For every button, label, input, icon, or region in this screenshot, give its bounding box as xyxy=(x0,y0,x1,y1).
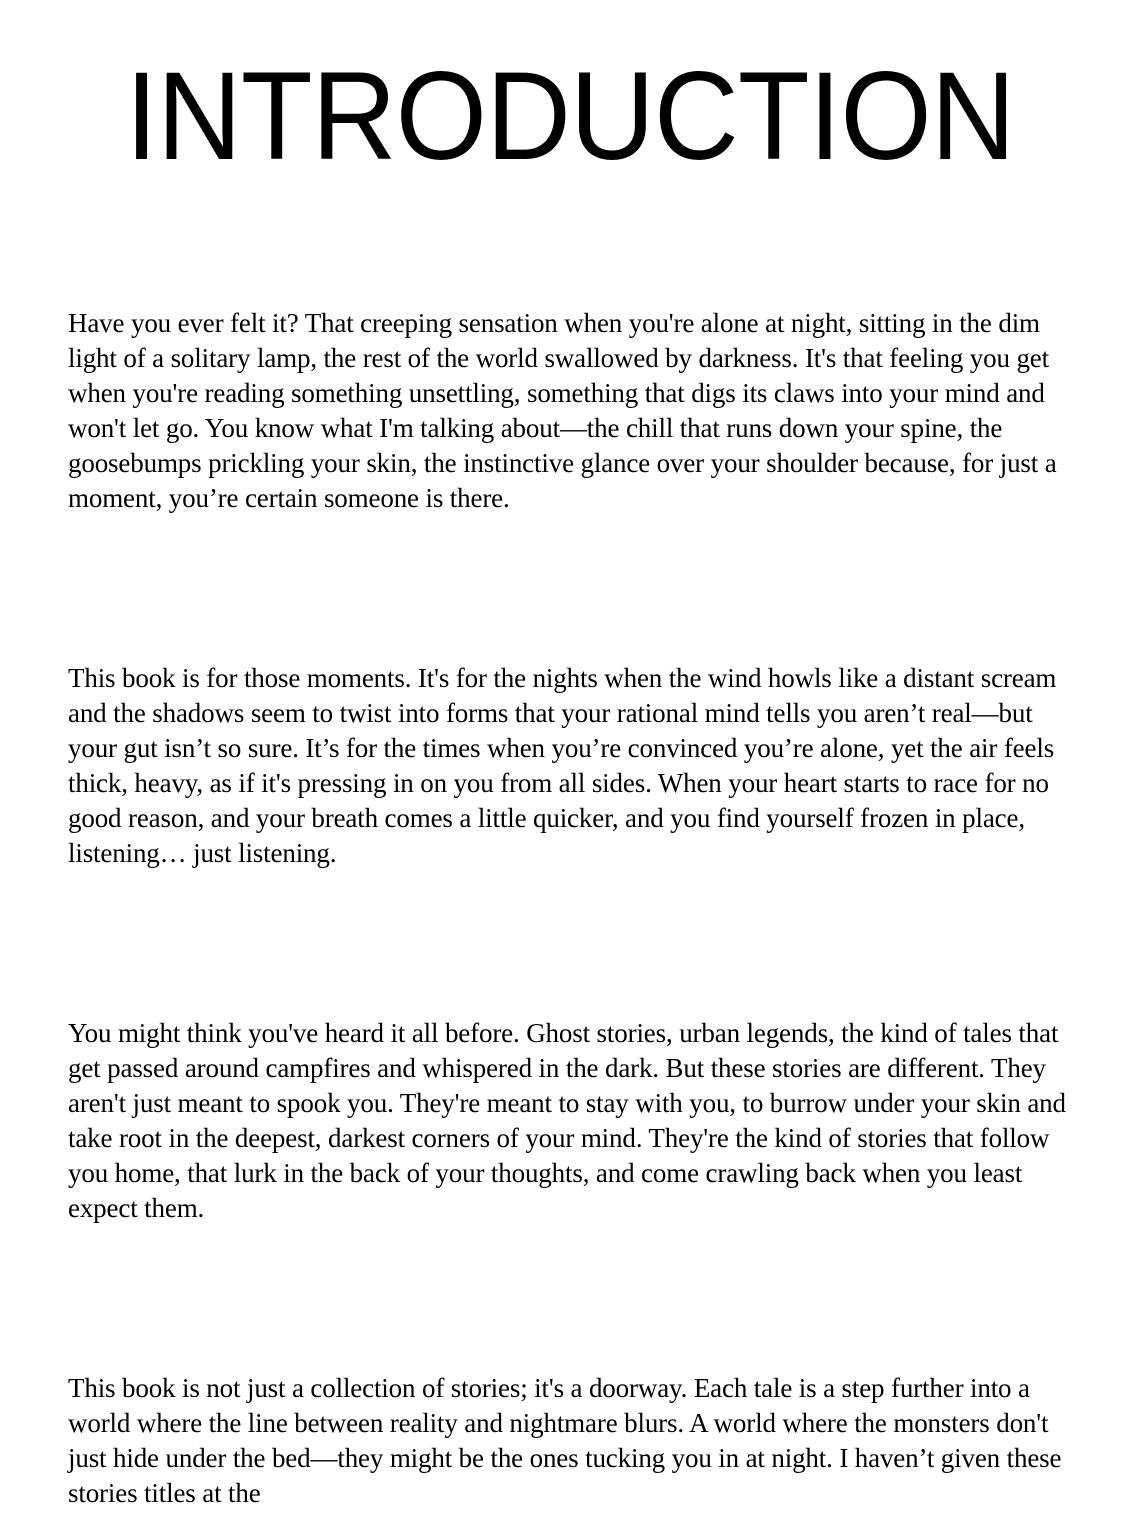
page-title: INTRODUCTION xyxy=(125,47,1015,186)
paragraph-4: This book is not just a collection of stories; it's a doorway. Each tale is a step further into a world where the line between reality and nightmare blurs. A world where the monsters don't just hide under the bed—they might be the ones tucking you in at night. I haven’t given these stories titles at the xyxy=(68,1373,1062,1508)
paragraph-1: Have you ever felt it? That creeping sensation when you're alone at night, sitting in the dim light of a solitary lamp, the rest of the world swallowed by darkness. It's that feeling you get when you're reading something unsettling, something that digs its claws into your mind and won't let go. You know what I'm talking about—the chill that runs down your spine, the goosebumps prickling your skin, the instinctive glance over your shoulder because, for just a moment, you’re certain someone is there. xyxy=(68,308,1057,513)
paragraph-3: You might think you've heard it all before. Ghost stories, urban legends, the kind of tales that get passed around campfires and whispered in the dark. But these stories are different. They aren't just meant to spook you. They're meant to stay with you, to burrow under your skin and take root in the deepest, darkest corners of your mind. They're the kind of stories that follow you home, that lurk in the back of your thoughts, and come crawling back when you least expect them. xyxy=(68,1018,1066,1223)
paragraph-2: This book is for those moments. It's for the nights when the wind howls like a distant scream and the shadows seem to twist into forms that your rational mind tells you aren’t real—but your gut isn’t so sure. It’s for the times when you’re convinced you’re alone, yet the air feels thick, heavy, as if it's pressing in on you from all sides. When your heart starts to race for no good reason, and your breath comes a little quicker, and you find yourself frozen in place, listening… just listening. xyxy=(68,663,1057,868)
